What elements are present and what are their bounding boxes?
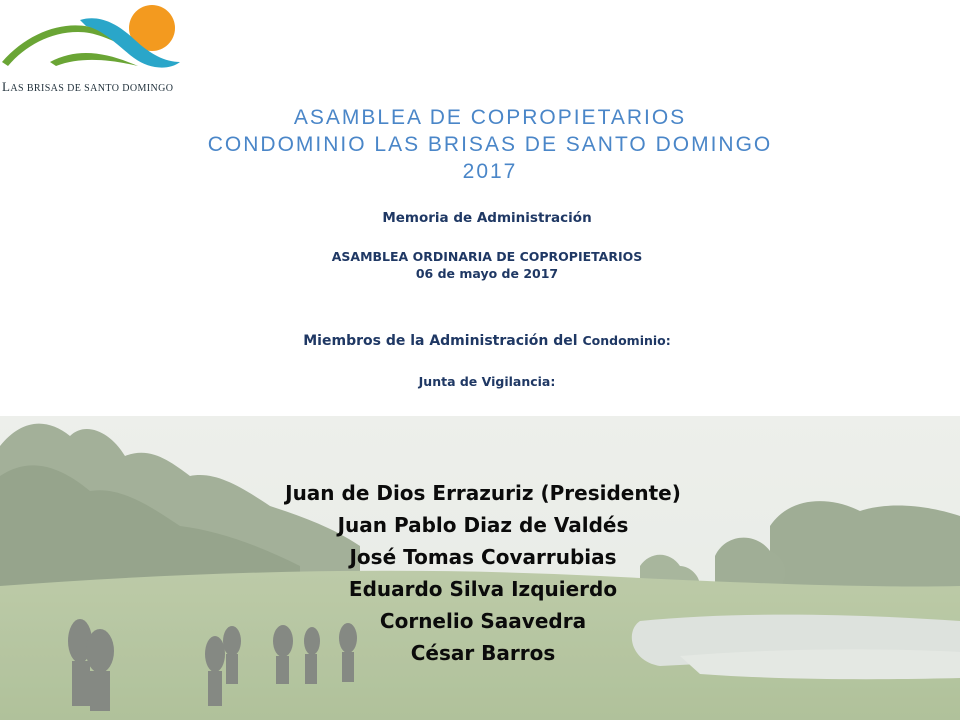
title-line-2: CONDOMINIO LAS BRISAS DE SANTO DOMINGO xyxy=(207,133,773,156)
title-line-3: 2017 xyxy=(462,160,518,183)
member-name: Juan de Dios Errazuriz (Presidente) xyxy=(285,481,681,505)
asamblea-title: ASAMBLEA ORDINARIA DE COPROPIETARIOS xyxy=(331,249,643,264)
asamblea-block xyxy=(0,248,960,282)
miembros-suffix: Condominio: xyxy=(582,333,671,348)
green-band-shape xyxy=(50,53,138,66)
asamblea-date: 06 de mayo de 2017 xyxy=(415,266,559,281)
member-name: César Barros xyxy=(410,641,556,665)
miembros-main: Miembros de la Administración del xyxy=(303,333,583,349)
miembros-heading xyxy=(0,333,960,349)
members-list xyxy=(0,477,960,669)
member-name: Cornelio Saavedra xyxy=(379,609,587,633)
junta-heading: Junta de Vigilancia: xyxy=(418,374,556,389)
logo-text: LAS BRISAS DE SANTO DOMINGO xyxy=(2,79,174,94)
memoria-heading: Memoria de Administración xyxy=(382,210,592,226)
member-name: José Tomas Covarrubias xyxy=(349,545,617,569)
header-title xyxy=(0,104,960,185)
member-name: Juan Pablo Diaz de Valdés xyxy=(337,513,629,537)
title-line-1: ASAMBLEA DE COPROPIETARIOS xyxy=(293,106,687,129)
member-name: Eduardo Silva Izquierdo xyxy=(348,577,618,601)
logo-graphic xyxy=(0,0,200,80)
logo xyxy=(0,0,200,100)
